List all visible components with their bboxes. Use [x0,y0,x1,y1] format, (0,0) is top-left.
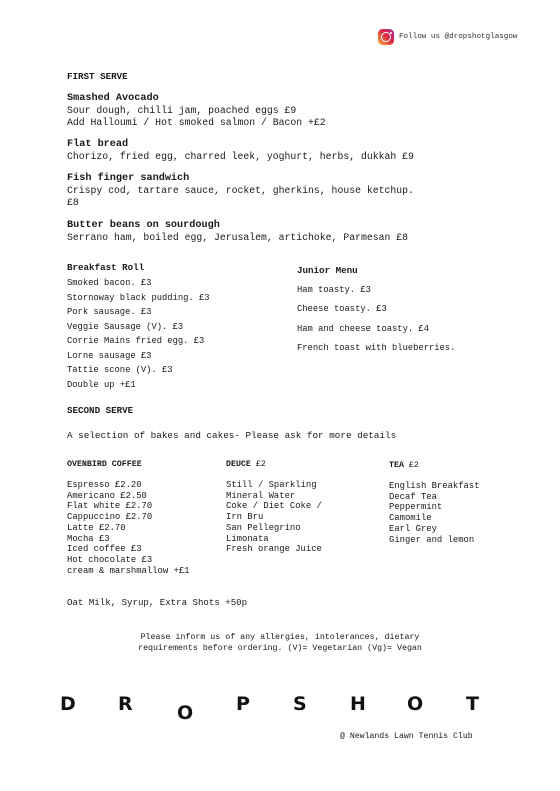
logo-letter: O [407,693,424,715]
junior-menu-heading: Junior Menu [297,265,358,276]
footer-text: @ Newlands Lawn Tennis Club [340,732,473,741]
list-item: Corrie Mains fried egg. £3 [67,336,205,346]
list-item: Double up +£1 [67,379,136,390]
list-item: Cappuccino £2.70 [67,512,153,523]
list-item: Ham and cheese toasty. £4 [297,323,429,334]
list-item: Ham toasty. £3 [297,285,371,295]
list-item: Hot chocolate £3 [67,554,153,565]
second-serve-heading: SECOND SERVE [67,405,134,416]
dropshot-logo [60,695,484,725]
item-title: Smashed Avocado [67,93,159,104]
list-item: Americano £2.50 [67,490,147,501]
instagram-icon [378,29,394,45]
menu-item [67,220,408,244]
list-item: Smoked bacon. £3 [67,278,152,288]
list-item: Espresso £2.20 [67,480,142,490]
item-description: Crispy cod, tartare sauce, rocket, gherkins, house ketchup. [67,185,414,196]
logo-letter: R [118,693,133,715]
list-item: French toast with blueberries. [297,342,456,353]
allergy-notice [0,633,560,654]
tea-column [389,460,480,545]
list-item: Limonata [226,533,269,544]
second-serve-text: A selection of bakes and cakes- Please ask for more details [67,430,397,441]
extras-text: Oat Milk, Syrup, Extra Shots +50p [67,597,248,608]
list-item: English Breakfast [389,481,480,491]
list-item: Pork sausage. £3 [67,307,152,317]
deuce-price: £2 [255,460,266,469]
item-title: Flat bread [67,139,129,150]
list-item: Decaf Tea [389,491,437,502]
menu-item [67,93,326,129]
breakfast-roll-heading: Breakfast Roll [67,262,145,273]
item-title: Butter beans on sourdough [67,220,220,231]
junior-menu-list [297,281,455,358]
item-title: Fish finger sandwich [67,173,190,184]
list-item: Camomile [389,513,432,524]
list-item: Tattie scone (V). £3 [67,365,173,375]
item-description: Chorizo, fried egg, charred leek, yoghurt, herbs, dukkah £9 [67,151,414,162]
tea-heading: TEA [389,461,404,470]
list-item: Veggie Sausage (V). £3 [67,321,184,332]
list-item: San Pellegrino [226,522,301,533]
deuce-column [226,459,322,555]
breakfast-roll-list [67,276,210,392]
list-item: Ginger and lemon [389,534,475,545]
instagram-handle: Follow us @dropshotglasgow [399,33,518,41]
logo-letter: D [60,693,76,715]
first-serve-heading: FIRST SERVE [67,71,128,82]
menu-item [67,173,414,209]
instagram-follow[interactable] [378,29,517,45]
list-item: Still / Sparkling [226,480,317,490]
deuce-heading: DEUCE [226,460,251,469]
list-item: Iced coffee £3 [67,544,142,555]
list-item: Peppermint [389,502,443,513]
list-item: Stornoway black pudding. £3 [67,292,210,303]
list-item: Mocha £3 [67,533,110,544]
list-item: Fresh orange Juice [226,544,322,555]
allergy-line: Please inform us of any allergies, intolerances, dietary [140,633,420,642]
list-item: Irn Bru [226,512,264,523]
item-description: Add Halloumi / Hot smoked salmon / Bacon +£2 [67,116,326,128]
list-item: Flat white £2.70 [67,501,153,512]
tea-price: £2 [408,461,419,470]
coffee-column [67,459,190,576]
logo-letter: O [177,702,194,724]
list-item: Latte £2.70 [67,522,126,533]
logo-letter: S [293,693,307,715]
list-item: Coke / Diet Coke / [226,501,322,512]
coffee-heading: OVENBIRD COFFEE [67,460,142,469]
allergy-line: requirements before ordering. (V)= Vegetarian (Vg)= Vegan [138,643,422,653]
list-item: Cheese toasty. £3 [297,304,387,315]
item-description: Serrano ham, boiled egg, Jerusalem, artichoke, Parmesan £8 [67,232,408,243]
list-item: Mineral Water [226,490,296,501]
list-item: cream & marshmallow +£1 [67,565,190,576]
list-item: Earl Grey [389,523,437,534]
item-description: £8 [67,196,79,208]
item-description: Sour dough, chilli jam, poached eggs £9 [67,105,297,116]
menu-item [67,139,414,163]
logo-letter: T [466,693,479,715]
list-item: Lorne sausage £3 [67,350,152,361]
logo-letter: H [350,693,366,715]
logo-letter: P [236,693,250,715]
